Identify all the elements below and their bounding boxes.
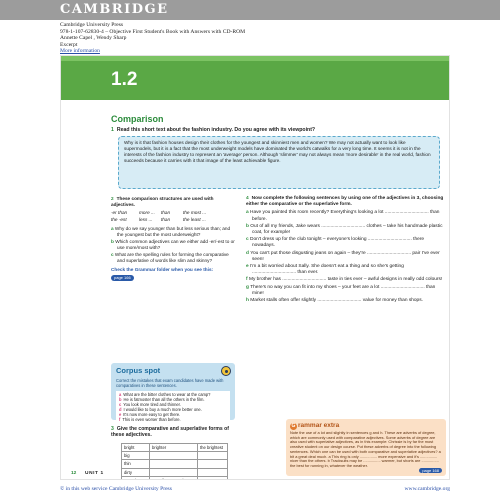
item-text: I'm a bit worried about Sally. She doesn't eat a thing and so she's getting ................................. than ever. — [250, 264, 404, 276]
item-text: I would like to buy a much more better one. — [123, 407, 202, 412]
corpus-spot-box — [111, 363, 235, 420]
cambridge-header-bar — [0, 0, 500, 20]
sentence-item — [246, 285, 446, 297]
sub-question — [111, 239, 236, 251]
item-letter: b — [119, 397, 122, 402]
item-letter: c — [119, 402, 122, 407]
item-letter: d — [246, 250, 249, 256]
item-letter: g — [246, 284, 249, 290]
table-cell: thin — [122, 460, 150, 468]
sentence-item — [246, 251, 446, 263]
table-cell — [198, 460, 228, 468]
table-row — [122, 444, 228, 452]
copyright-link[interactable]: © in this web service Cambridge University Press — [60, 486, 172, 492]
pattern-cell: more ... — [139, 210, 155, 215]
grammar-extra-heading — [290, 422, 339, 430]
item-text: He is fatmoster than all the others in the film. — [123, 397, 205, 402]
item-letter: c — [111, 252, 114, 257]
more-information-link[interactable]: More information — [60, 48, 100, 55]
table-cell: brighter — [150, 444, 198, 452]
table-cell: bright — [122, 444, 150, 452]
question-text: Read this short text about the fashion industry. Do you agree with its viewpoint? — [116, 127, 316, 133]
item-letter: e — [119, 412, 122, 417]
item-text: It's now more easy to get there. — [123, 412, 181, 417]
pattern-cell: than — [161, 217, 171, 222]
table-row — [122, 452, 228, 460]
cambridge-logo: CAMBRIDGE — [60, 2, 169, 17]
heading-text: rammar extra — [298, 422, 340, 429]
pattern-cell: the -est — [111, 217, 127, 222]
question-number: 1 — [111, 127, 114, 133]
corpus-sentence-list — [116, 391, 230, 423]
table-cell: the brightest — [198, 444, 228, 452]
meta-line: 978-1-107-62830-4 – Objective First Student's Book with Answers with CD-ROM — [60, 28, 246, 35]
table-cell: dirty — [122, 468, 150, 476]
item-letter: a — [119, 392, 122, 397]
page-reference-badge: page 166 — [111, 275, 134, 281]
pattern-cell: the most ... — [183, 210, 207, 215]
item-text: You look more tired and thinner. — [123, 402, 181, 407]
table-cell — [150, 452, 198, 460]
question-4 — [246, 196, 446, 208]
sentence-item — [246, 264, 446, 276]
item-letter: b — [246, 223, 249, 229]
book-page — [60, 55, 450, 480]
grammar-extra-text: Note the use of a lot and slightly in sentences g and h. These are adverbs of degree, which are commonly used with comparative adjectives. Some adverbs of degree are also used with superlative adjectives, as in this example: Chrissie is by far the most creative student on our design course. Put these adverbs of degree into the following sentences. Which one can be used with both comparative and superlative adjectives? a bit a great deal much. a This ring is only ................ more expensive and it's ................ nicer than the others. b Tracksuits may be ................ warmer, but shorts are ................ the best for running in, whatever the weather. — [290, 430, 441, 468]
page-reference-badge: page 168 — [419, 468, 442, 473]
item-text: Have you painted this room recently? Everything's looking a lot ................................. than before. — [250, 210, 440, 222]
item-letter: a — [246, 210, 249, 216]
table-cell — [150, 460, 198, 468]
section-title: Comparison — [111, 114, 164, 124]
copyright-footer — [60, 486, 450, 492]
meta-line: Cambridge University Press — [60, 22, 124, 28]
item-text: What are the spelling rules for forming the comparative and superlative of words like slim and skinny? — [114, 252, 229, 263]
table-row — [122, 460, 228, 468]
eye-icon — [221, 366, 231, 376]
item-letter: a — [111, 226, 114, 231]
sentence-item — [246, 277, 446, 283]
item-text: Which common adjectives can we either add -er/-est to or use more/most with? — [115, 239, 235, 250]
question-text: Give the comparative and superlative forms of these adjectives. — [111, 426, 229, 438]
item-letter: e — [246, 264, 249, 270]
meta-line: Annette Capel , Wendy Sharp — [60, 35, 127, 42]
meta-line: Excerpt — [60, 41, 78, 48]
corpus-instruction: Correct the mistakes that exam candidates have made with comparatives in these sentences. — [116, 378, 224, 389]
left-column — [111, 196, 236, 281]
item-text: This is even worser than before. — [122, 417, 181, 422]
banner-stripe — [61, 56, 450, 61]
cambridge-site-link[interactable]: www.cambridge.org — [404, 486, 450, 492]
pattern-cell: the least ... — [183, 217, 206, 222]
corpus-spot-heading: Corpus spot — [116, 366, 161, 375]
pattern-cell: -er than — [111, 210, 128, 215]
item-text: There's no way you can fit into my shoes – your feet are a lot ................................. than mine! — [250, 284, 436, 296]
page-footer — [61, 470, 450, 479]
question-number: 4 — [246, 196, 249, 201]
item-text: Out of all my friends, Jake wears ................................. clothes – take his handmade plastic coat, for example! — [250, 223, 443, 236]
item-letter: f — [246, 277, 248, 283]
question-text: These comparison structures are used with adjectives. — [111, 196, 214, 207]
unit-number: 1.2 — [111, 69, 138, 90]
pattern-cell: than — [161, 210, 171, 215]
sentence-item — [246, 224, 446, 236]
question-number: 2 — [111, 196, 114, 201]
question-3 — [111, 426, 235, 438]
page-number: 12 — [71, 471, 77, 476]
question-number: 3 — [111, 426, 114, 432]
grammar-g-icon: G — [291, 423, 296, 429]
table-cell — [198, 452, 228, 460]
grammar-folder-note: Check the Grammar folder when you see this: — [111, 267, 214, 272]
unit-label: UNIT 1 — [85, 471, 104, 476]
item-text: Market stalls often offer slightly ................................. value for money than shops. — [250, 298, 423, 304]
question-text: Now complete the following sentences by using one of the adjectives in 3, choosing either the comparative or the superlative form. — [246, 196, 444, 208]
right-column — [246, 196, 446, 305]
pattern-cell: less ... — [139, 217, 153, 222]
table-cell: big — [122, 452, 150, 460]
unit-banner — [61, 56, 450, 100]
grammar-extra-box — [286, 419, 446, 476]
item-text: Why do we say younger than but less serious than; and the youngest but the most underweight? — [114, 226, 231, 237]
item-letter: d — [119, 407, 122, 412]
question-2 — [111, 196, 236, 208]
item-letter: f — [119, 417, 121, 422]
book-meta — [60, 22, 245, 55]
fashion-passage: Why is it that fashion houses design their clothes for the youngest and skinniest men and women? We may not actually want to look like supermodels, but it is a fact that the most underweight models have dominated the world's catwalks for a very long time. It seems it is not in the interests of the fashion industry to represent an 'average' person. Although 'slimmer' may not always mean 'more desirable' in the real world, fashion succeeds because it carries with it that image of the least achievable figure. — [118, 136, 440, 189]
item-text: Don't dress up for the club tonight – everyone's looking ................................. there nowadays. — [250, 237, 425, 249]
item-letter: h — [246, 298, 249, 304]
sub-question — [111, 226, 236, 238]
sub-question — [111, 252, 236, 264]
item-text: My brother has ................................. taste in ties ever – awful designs in really odd colours! — [248, 277, 443, 283]
item-letter: b — [111, 239, 114, 244]
item-text: You can't put those disgusting jeans on again – they're ................................. pair I've ever seen! — [250, 250, 440, 262]
question-1 — [111, 127, 446, 133]
list-item — [119, 417, 227, 422]
item-letter: c — [246, 237, 249, 243]
comparison-pattern — [111, 210, 236, 223]
sentence-item — [246, 237, 446, 249]
sentence-item — [246, 210, 446, 222]
item-text: What are the bitter clothes to wear at the camp? — [123, 392, 211, 397]
sentence-item — [246, 298, 446, 304]
